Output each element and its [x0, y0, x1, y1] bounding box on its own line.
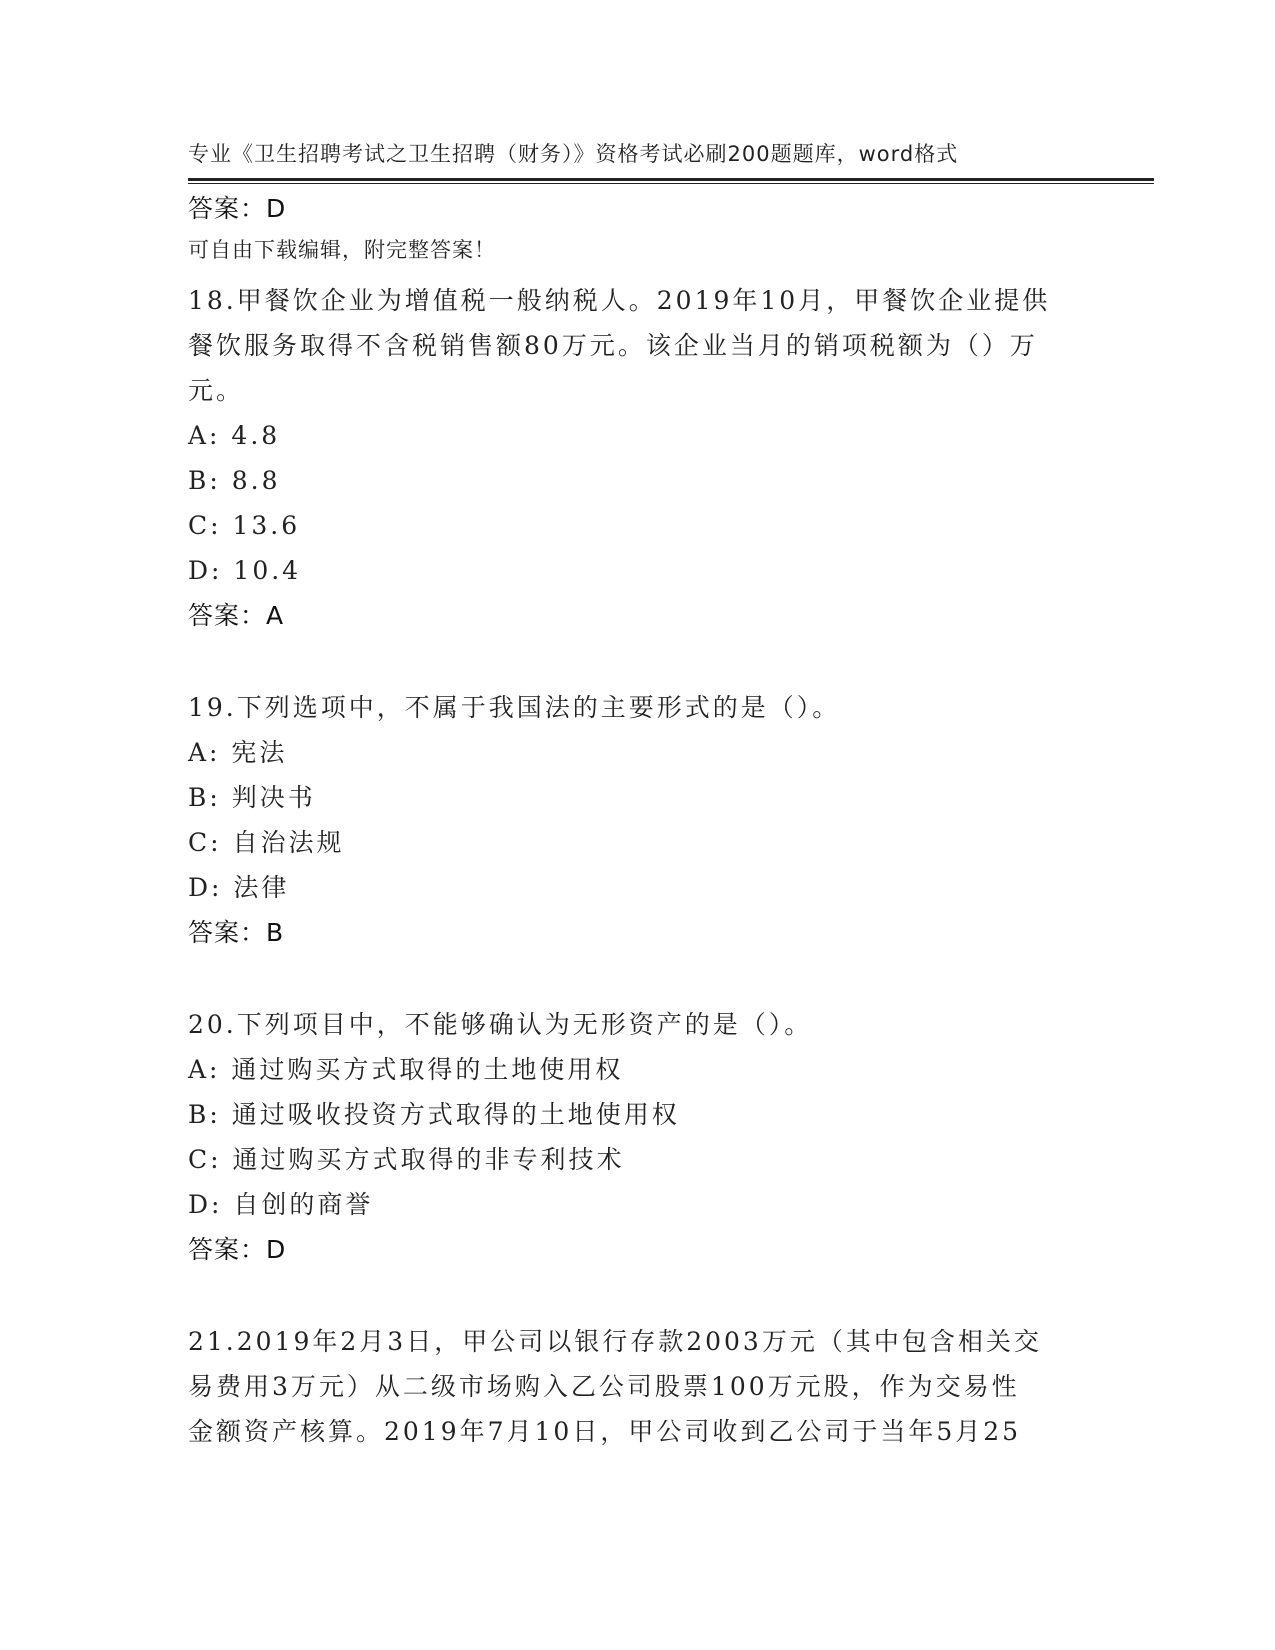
spacer — [188, 231, 1088, 278]
header-title-line2: 可自由下载编辑，附完整答案！ — [188, 238, 496, 262]
spacer — [188, 1272, 1088, 1319]
question-19-text: 19.下列选项中，不属于我国法的主要形式的是（）。 — [188, 693, 841, 722]
question-19-answer: 答案：B — [188, 918, 285, 947]
question-20-answer: 答案：D — [188, 1235, 287, 1264]
question-19 — [188, 685, 1088, 955]
question-20-option-d: D: 自创的商誉 — [188, 1190, 374, 1219]
header-title-line1: 专业《卫生招聘考试之卫生招聘（财务）》资格考试必刷200题题库，word格式 — [188, 142, 959, 166]
question-20-text: 20.下列项目中，不能够确认为无形资产的是（）。 — [188, 1010, 813, 1039]
question-18-answer: 答案：A — [188, 601, 285, 630]
question-18-option-c: C: 13.6 — [188, 511, 301, 540]
question-20 — [188, 1002, 1088, 1272]
answer-17: 答案：D — [188, 194, 287, 223]
spacer — [188, 638, 1088, 685]
question-19-option-c: C: 自治法规 — [188, 828, 345, 857]
question-21-text-line3: 金额资产核算。2019年7月10日，甲公司收到乙公司于当年5月25 — [188, 1417, 1022, 1446]
header-divider-thin — [188, 183, 1154, 184]
question-18-text-line2: 餐饮服务取得不含税销售额80万元。该企业当月的销项税额为（）万 — [188, 331, 1038, 360]
question-21-text-line2: 易费用3万元）从二级市场购入乙公司股票100万元股，作为交易性 — [188, 1372, 1020, 1401]
question-21-text-line1: 21.2019年2月3日，甲公司以银行存款2003万元（其中包含相关交 — [188, 1327, 1042, 1356]
question-21 — [188, 1319, 1088, 1454]
question-18-text-line1: 18.甲餐饮企业为增值税一般纳税人。2019年10月，甲餐饮企业提供 — [188, 286, 1051, 315]
question-18 — [188, 278, 1088, 638]
question-20-option-b: B: 通过吸收投资方式取得的土地使用权 — [188, 1100, 680, 1129]
document-body — [188, 186, 1088, 1454]
question-18-option-d: D: 10.4 — [188, 556, 302, 585]
question-18-option-b: B: 8.8 — [188, 466, 281, 495]
spacer — [188, 955, 1088, 1002]
question-19-option-d: D: 法律 — [188, 873, 290, 902]
question-20-option-a: A: 通过购买方式取得的土地使用权 — [188, 1055, 624, 1084]
question-18-option-a: A: 4.8 — [188, 421, 281, 450]
question-19-option-a: A: 宪法 — [188, 738, 288, 767]
header-divider-thick — [188, 178, 1154, 181]
question-18-text-line3: 元。 — [188, 376, 245, 405]
question-19-option-b: B: 判决书 — [188, 783, 316, 812]
question-20-option-c: C: 通过购买方式取得的非专利技术 — [188, 1145, 625, 1174]
